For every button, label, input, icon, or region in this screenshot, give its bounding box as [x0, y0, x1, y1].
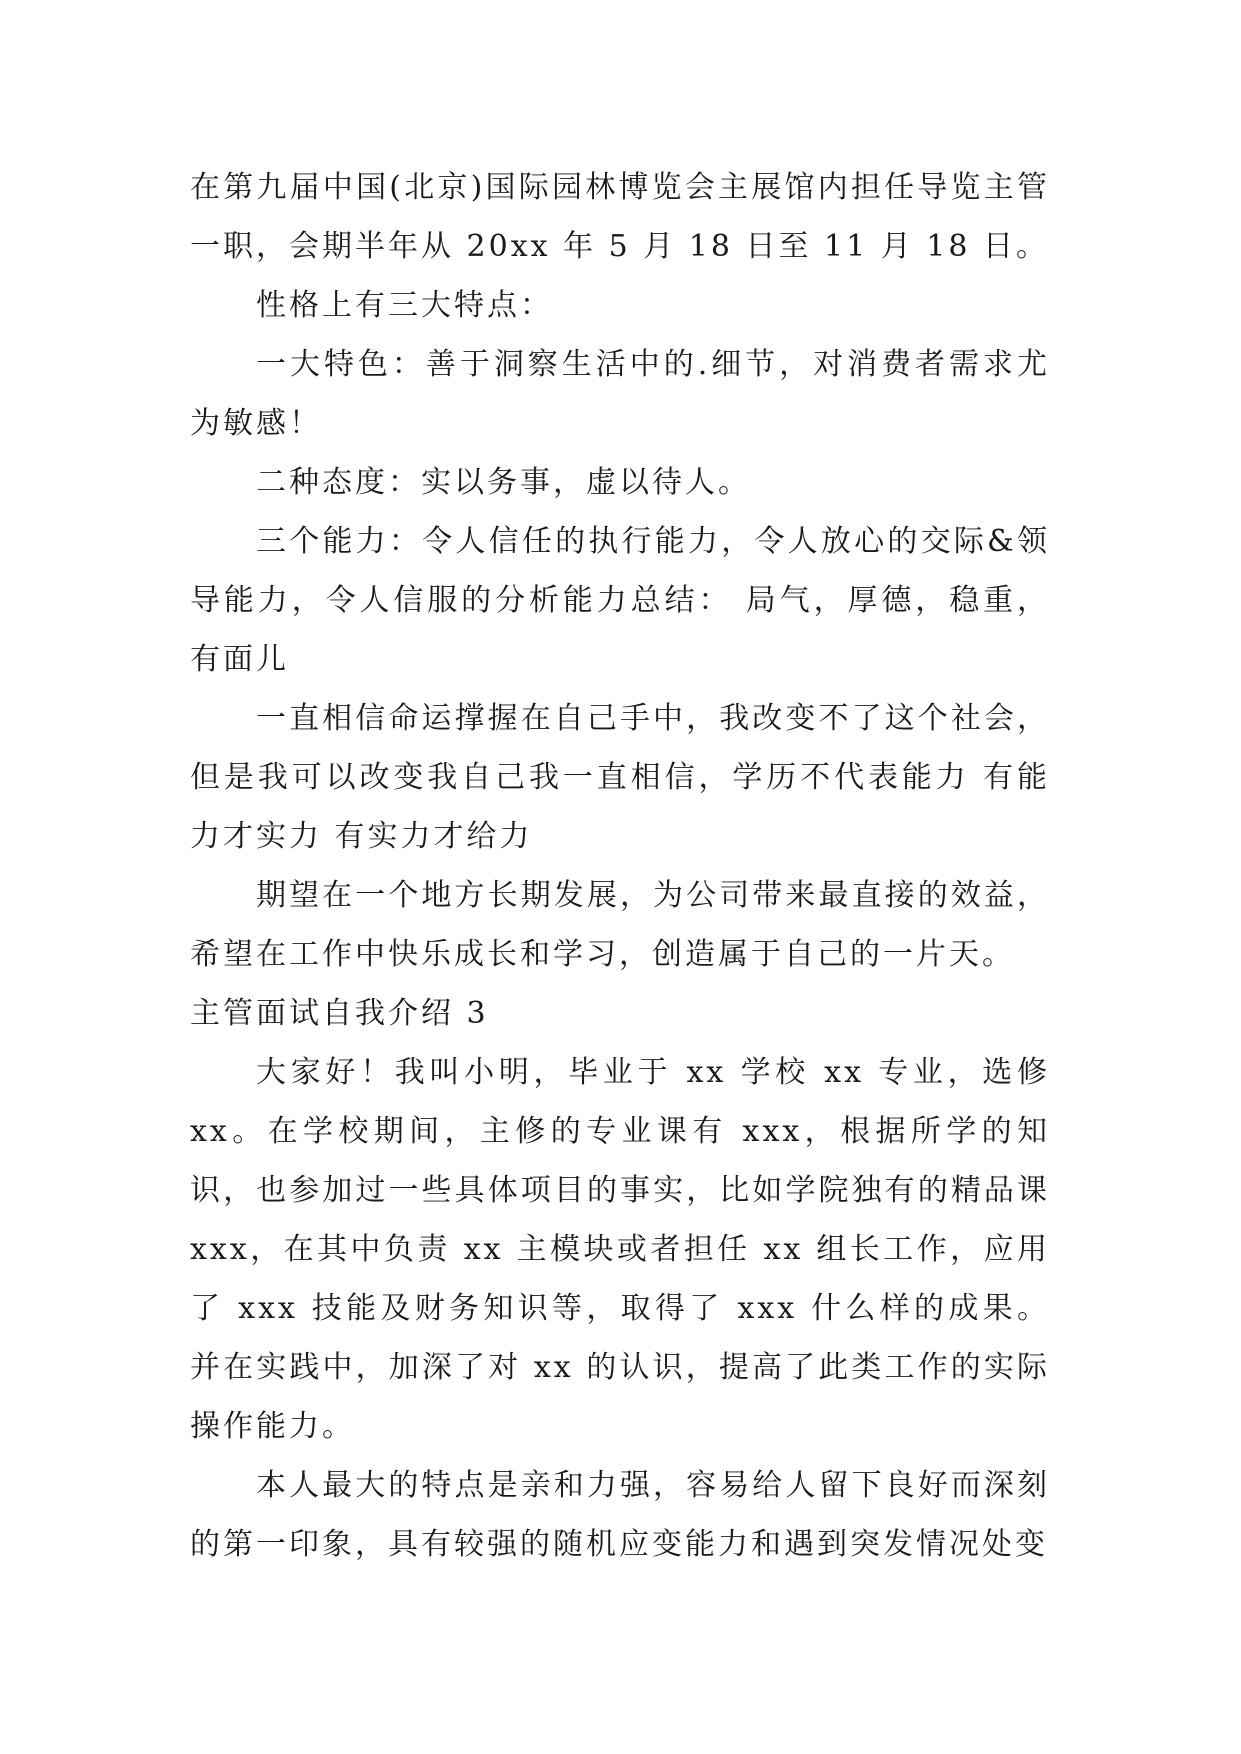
paragraph-belief: 一直相信命运撑握在自己手中，我改变不了这个社会，但是我可以改变我自己我一直相信，学历不代表能力 有能力才实力 有实力才给力	[190, 701, 1050, 854]
paragraph-self-intro: 大家好！我叫小明，毕业于 xx 学校 xx 专业，选修 xx。在学校期间，主修的专业课有 xxx，根据所学的知识，也参加过一些具体项目的事实，比如学院独有的精品课 xxx，在其中负责 xx 主模块或者担任 xx 组长工作，应用了 xxx 技能及财务知识等，取得了 xxx 什么样的成果。并在实践中，加深了对 xx 的认识，提高了此类工作的实际操作能力。	[190, 1055, 1050, 1444]
section-heading: 主管面试自我介绍 3	[190, 996, 489, 1031]
document-body	[190, 158, 1050, 1574]
paragraph-trait-two: 二种态度：实以务事，虚以待人。	[256, 465, 751, 500]
paragraph-expectation: 期望在一个地方长期发展，为公司带来最直接的效益，希望在工作中快乐成长和学习，创造属于自己的一片天。	[190, 878, 1050, 972]
paragraph-traits-intro: 性格上有三大特点：	[256, 288, 553, 323]
paragraph-trait-one: 一大特色：善于洞察生活中的.细节，对消费者需求尤为敏感！	[190, 347, 1050, 441]
paragraph-trait-three: 三个能力：令人信任的执行能力，令人放心的交际&领导能力，令人信服的分析能力总结： 局气，厚德，稳重，有面儿	[190, 524, 1050, 677]
paragraph-strengths: 本人最大的特点是亲和力强，容易给人留下良好而深刻的第一印象，具有较强的随机应变能力和遇到突发情况处变	[190, 1468, 1050, 1562]
paragraph-expo-role: 在第九届中国(北京)国际园林博览会主展馆内担任导览主管一职，会期半年从 20xx 年 5 月 18 日至 11 月 18 日。	[190, 170, 1050, 264]
